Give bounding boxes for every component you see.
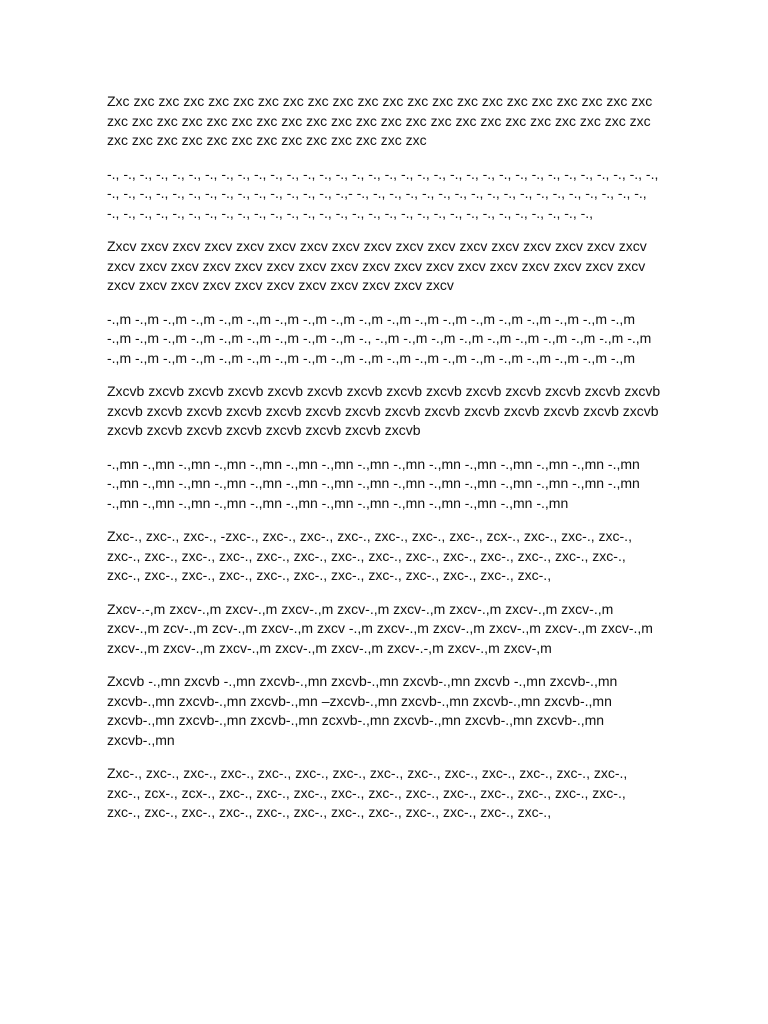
- paragraph-4: -.,m -.,m -.,m -.,m -.,m -.,m -.,m -.,m -.,m -.,m -.,m -.,m -.,m -.,m -.,m -.,m -.,m -.,m -.,m -.,m -.,m -.,m -.,m -.,m -.,m -.,m -.,m -.,m -., -.,m -.,m -.,m -.,m -.,m -.,m -.,m -.,m -.,m -.,m -.,m -.,m -.,m -.,m -.,m -.,m -.,m -.,m -.,m -.,m -.,m -.,m -.,m -.,m -.,m -.,m -.,m -.,m -.,m: [107, 310, 652, 366]
- paragraph-10: Zxc-., zxc-., zxc-., zxc-., zxc-., zxc-., zxc-., zxc-., zxc-., zxc-., zxc-., zxc-., zxc-., zxc-., zxc-., zcx-., zcx-., zxc-., zxc-., zxc-., zxc-., zxc-., zxc-., zxc-., zxc-., zxc-., zxc-., zxc-., zxc-., zxc-., zxc-., zxc-., zxc-., zxc-., zxc-., zxc-., zxc-., zxc-., zxc-., zxc-.,: [107, 765, 628, 820]
- paragraph-6: -.,mn -.,mn -.,mn -.,mn -.,mn -.,mn -.,mn -.,mn -.,mn -.,mn -.,mn -.,mn -.,mn -.,mn -.,mn -.,mn -.,mn -.,mn -.,mn -.,mn -.,mn -.,mn -.,mn -.,mn -.,mn -.,mn -.,mn -.,mn -.,mn -.,mn -.,mn -.,mn -.,mn -.,mn -.,mn -.,mn -.,mn -.,mn -.,mn -.,mn -.,mn -.,mn -.,mn: [107, 455, 640, 511]
- paragraph-8: Zxcv-.-,m zxcv-.,m zxcv-.,m zxcv-.,m zxcv-.,m zxcv-.,m zxcv-.,m zxcv-.,m zxcv-.,m zxcv-.,m zcv-.,m zcv-.,m zxcv-.,m zxcv -.,m zxcv-.,m zxcv-.,m zxcv-.,m zxcv-.,m zxcv-.,m zxcv-.,m zxcv-.,m zxcv-.,m zxcv-.,m zxcv-.,m zxcv-.-,m zxcv-.,m zxcv-,m: [107, 600, 653, 656]
- paragraph-1: Zxc zxc zxc zxc zxc zxc zxc zxc zxc zxc zxc zxc zxc zxc zxc zxc zxc zxc zxc zxc zxc zxc zxc zxc zxc zxc zxc zxc zxc zxc zxc zxc zxc zxc zxc zxc zxc zxc zxc zxc zxc zxc zxc zxc zxc zxc zxc zxc zxc zxc zxc zxc zxc zxc zxc zxc zxc: [107, 93, 653, 148]
- paragraph-7: Zxc-., zxc-., zxc-., -zxc-., zxc-., zxc-., zxc-., zxc-., zxc-., zxc-., zcx-., zxc-., zxc-., zxc-., zxc-., zxc-., zxc-., zxc-., zxc-., zxc-., zxc-., zxc-., zxc-., zxc-., zxc-., zxc-., zxc-., zxc-., zxc-., zxc-., zxc-., zxc-., zxc-., zxc-., zxc-., zxc-., zxc-., zxc-., zxc-., zxc-.,: [107, 528, 632, 583]
- paragraph-3: Zxcv zxcv zxcv zxcv zxcv zxcv zxcv zxcv zxcv zxcv zxcv zxcv zxcv zxcv zxcv zxcv zxcv zxcv zxcv zxcv zxcv zxcv zxcv zxcv zxcv zxcv zxcv zxcv zxcv zxcv zxcv zxcv zxcv zxcv zxcv zxcv zxcv zxcv zxcv zxcv zxcv zxcv zxcv zxcv zxcv: [107, 238, 647, 293]
- paragraph-5: Zxcvb zxcvb zxcvb zxcvb zxcvb zxcvb zxcvb zxcvb zxcvb zxcvb zxcvb zxcvb zxcvb zxcvb zxcvb zxcvb zxcvb zxcvb zxcvb zxcvb zxcvb zxcvb zxcvb zxcvb zxcvb zxcvb zxcvb zxcvb zxcvb zxcvb zxcvb zxcvb zxcvb zxcvb zxcvb zxcvb: [107, 383, 661, 438]
- document-body: [107, 92, 662, 837]
- paragraph-9: Zxcvb -.,mn zxcvb -.,mn zxcvb-.,mn zxcvb-.,mn zxcvb-.,mn zxcvb -.,mn zxcvb-.,mn zxcvb-.,mn zxcvb-.,mn zxcvb-.,mn –zxcvb-.,mn zxcvb-.,mn zxcvb-.,mn zxcvb-.,mn zxcvb-.,mn zxcvb-.,mn zxcvb-.,mn zcxvb-.,mn zxcvb-.,mn zxcvb-.,mn zxcvb-.,mn zxcvb-.,mn: [107, 673, 618, 748]
- paragraph-2: -., -., -., -., -., -., -., -., -., -., -., -., -., -., -., -., -., -., -., -., -., -., -., -., -., -., -., -., -., -., -., -., -., -., -., -., -., -., -., -., -., -., -., -., -., -., -., -., -.,- -., -., -., -., -., -., -., -., -., -., -., -., -., -., -., -., -., -., -., -., -., -., -., -., -., -., -., -., -., -., -., -., -., -., -., -., -., -., -., -., -., -., -., -., -., -., -., -.,: [107, 165, 659, 221]
